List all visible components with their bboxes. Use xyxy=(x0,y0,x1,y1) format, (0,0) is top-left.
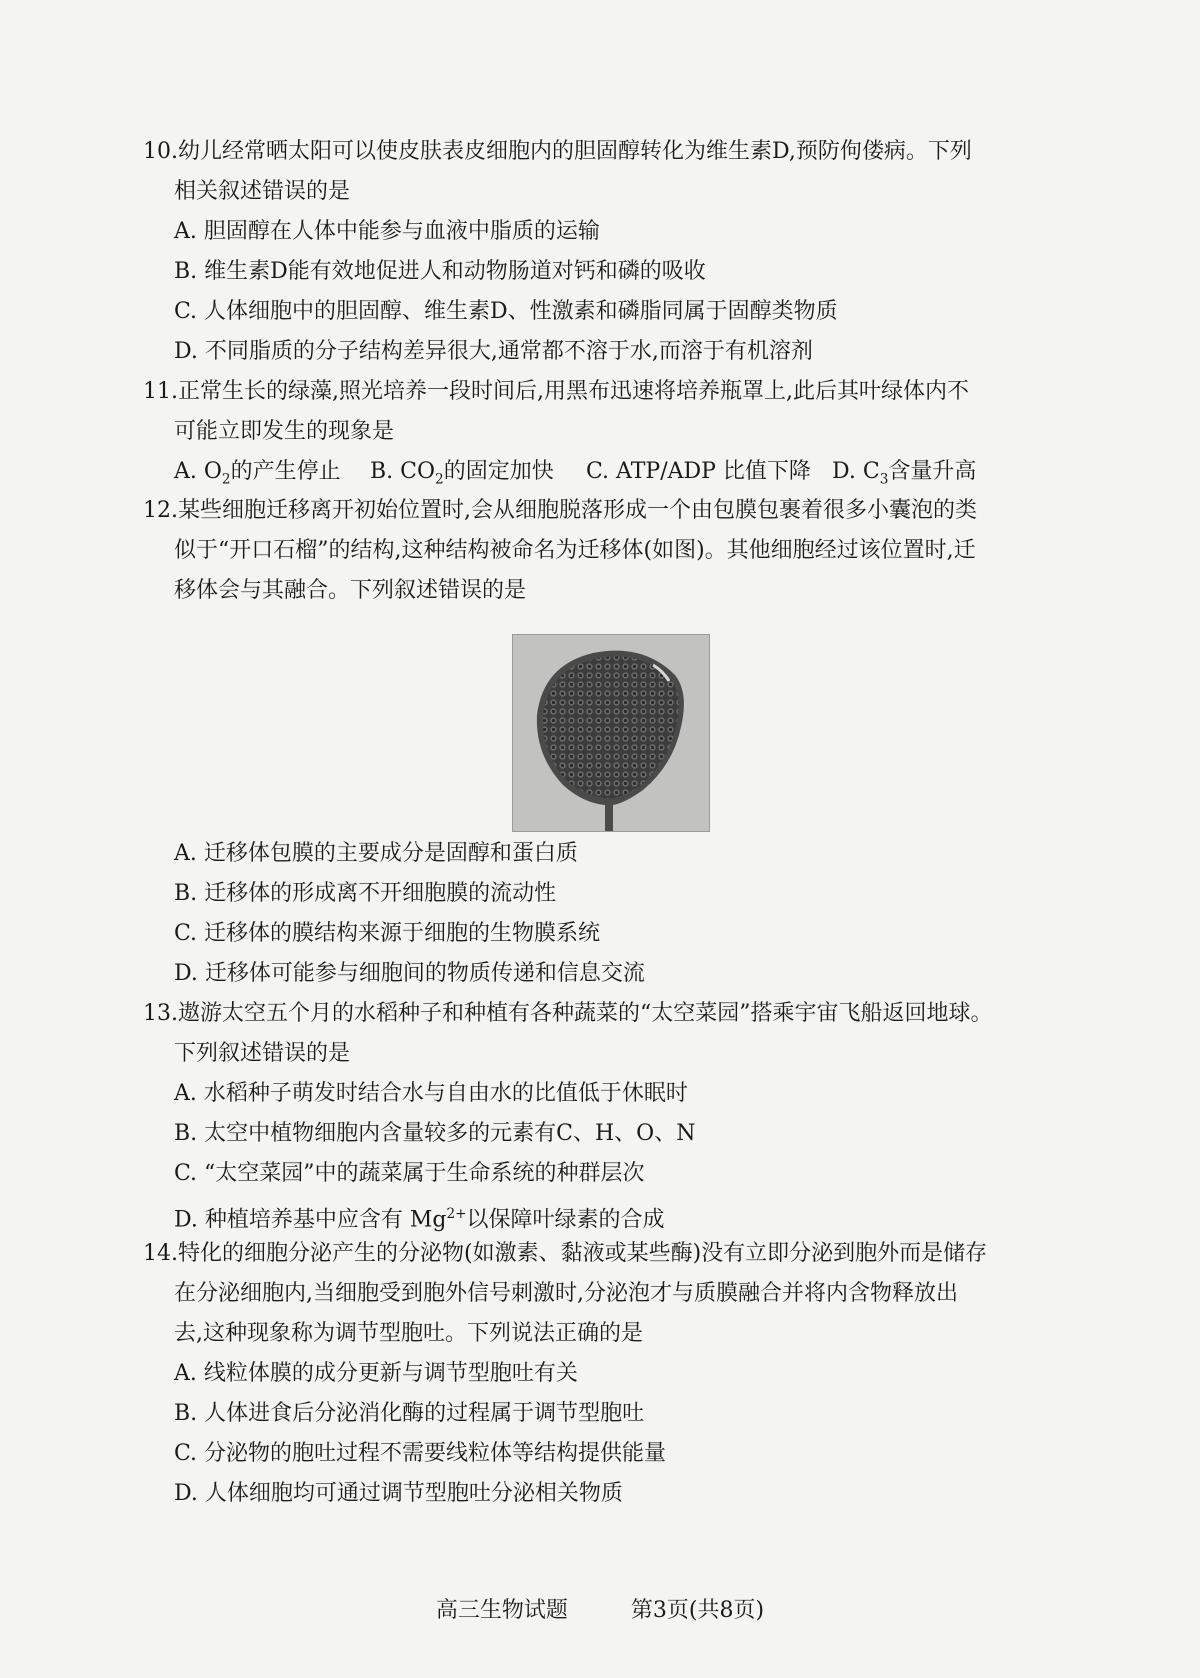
question-number: 13. xyxy=(143,1001,178,1026)
option-c: C. ATP/ADP 比值下降 xyxy=(586,459,811,484)
option-d: D. 人体细胞均可通过调节型胞吐分泌相关物质 xyxy=(174,1481,623,1506)
page-number: 第3页(共8页) xyxy=(630,1598,765,1623)
stem-line: 下列叙述错误的是 xyxy=(174,1041,351,1066)
option-b: B. 人体进食后分泌消化酶的过程属于调节型胞吐 xyxy=(174,1401,645,1426)
option-d: D. 迁移体可能参与细胞间的物质传递和信息交流 xyxy=(174,961,645,986)
stem-line: 幼儿经常晒太阳可以使皮肤表皮细胞内的胆固醇转化为维生素D,预防佝偻病。下列 xyxy=(178,139,972,164)
option-a: A. 线粒体膜的成分更新与调节型胞吐有关 xyxy=(174,1361,578,1386)
option-b: B. 迁移体的形成离不开细胞膜的流动性 xyxy=(174,881,557,906)
question-number: 10. xyxy=(143,139,178,164)
stem-line: 去,这种现象称为调节型胞吐。下列说法正确的是 xyxy=(174,1321,643,1346)
question-stem xyxy=(143,372,1043,412)
subscript: 3 xyxy=(879,471,889,488)
option-c: C. 迁移体的膜结构来源于细胞的生物膜系统 xyxy=(174,921,601,946)
question-13 xyxy=(143,994,1043,1240)
option-text: 以保障叶绿素的合成 xyxy=(466,1207,665,1233)
option-text: D. C xyxy=(832,459,880,484)
option-text: 含量升高 xyxy=(888,459,977,484)
option-c: C. 分泌物的胞吐过程不需要线粒体等结构提供能量 xyxy=(174,1441,667,1466)
question-10 xyxy=(143,132,1043,372)
question-stem xyxy=(143,1234,1043,1274)
subscript: 2 xyxy=(221,471,231,488)
stem-line: 似于“开口石榴”的结构,这种结构被命名为迁移体(如图)。其他细胞经过该位置时,迁 xyxy=(174,538,976,563)
question-stem xyxy=(143,491,1043,531)
stem-line: 某些细胞迁移离开初始位置时,会从细胞脱落形成一个由包膜包裹着很多小囊泡的类 xyxy=(178,498,977,523)
option-c: C. “太空菜园”中的蔬菜属于生命系统的种群层次 xyxy=(174,1161,645,1186)
question-14 xyxy=(143,1234,1043,1514)
option-text: 的固定加快 xyxy=(443,459,554,484)
option-a: A. 胆固醇在人体中能参与血液中脂质的运输 xyxy=(174,219,600,244)
option-text: A. O xyxy=(174,459,222,484)
option-d: D. 不同脂质的分子结构差异很大,通常都不溶于水,而溶于有机溶剂 xyxy=(174,339,813,364)
stem-line: 在分泌细胞内,当细胞受到胞外信号刺激时,分泌泡才与质膜融合并将内含物释放出 xyxy=(174,1281,958,1306)
page-footer xyxy=(0,1596,1200,1626)
stem-line: 遨游太空五个月的水稻种子和种植有各种蔬菜的“太空菜园”搭乘宇宙飞船返回地球。 xyxy=(178,1001,993,1026)
option-a: A. 迁移体包膜的主要成分是固醇和蛋白质 xyxy=(174,841,578,866)
stem-line: 移体会与其融合。下列叙述错误的是 xyxy=(174,578,527,603)
option-text: 的产生停止 xyxy=(230,459,341,484)
option-b: B. 维生素D能有效地促进人和动物肠道对钙和磷的吸收 xyxy=(174,259,706,284)
stem-line: 正常生长的绿藻,照光培养一段时间后,用黑布迅速将培养瓶罩上,此后其叶绿体内不 xyxy=(178,379,969,404)
question-12-options xyxy=(143,834,1043,994)
option-b: B. 太空中植物细胞内含量较多的元素有C、H、O、N xyxy=(174,1121,696,1146)
option-c: C. 人体细胞中的胆固醇、维生素D、性激素和磷脂同属于固醇类物质 xyxy=(174,299,838,324)
stem-line: 可能立即发生的现象是 xyxy=(174,419,395,444)
question-number: 12. xyxy=(143,498,178,523)
option-text: B. CO xyxy=(370,459,436,484)
superscript: 2+ xyxy=(446,1206,467,1222)
subscript: 2 xyxy=(435,471,444,488)
option-text: D. 种植培养基中应含有 Mg xyxy=(174,1207,447,1233)
stem-line: 特化的细胞分泌产生的分泌物(如激素、黏液或某些酶)没有立即分泌到胞外而是储存 xyxy=(178,1241,988,1266)
migrasome-image xyxy=(513,635,709,831)
stem-line: 相关叙述错误的是 xyxy=(174,179,351,204)
option-a: A. 水稻种子萌发时结合水与自由水的比值低于休眠时 xyxy=(174,1081,688,1106)
question-number: 14. xyxy=(143,1241,178,1266)
question-11 xyxy=(143,372,1043,499)
question-stem xyxy=(143,994,1043,1034)
question-12 xyxy=(143,491,1043,611)
question-stem xyxy=(143,132,1043,172)
migrasome-micrograph xyxy=(512,634,710,832)
exam-title: 高三生物试题 xyxy=(435,1598,568,1623)
question-number: 11. xyxy=(143,379,178,404)
